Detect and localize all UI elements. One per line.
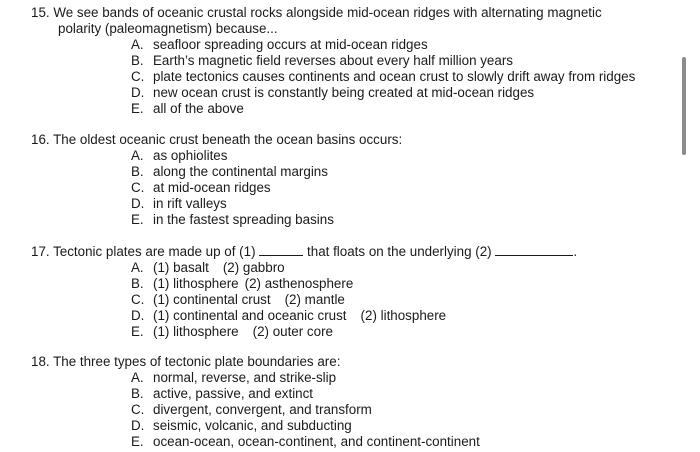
option-letter: E. (131, 434, 144, 449)
option-letter: A. (131, 148, 144, 163)
question-17-option-d (0, 308, 700, 324)
question-17-option-a (0, 260, 700, 276)
question-18-option-e (0, 434, 700, 450)
option-letter: E. (131, 324, 144, 339)
option-letter: B. (131, 164, 144, 179)
question-15-option-e (0, 101, 700, 117)
option-part-1: (1) lithosphere (153, 324, 239, 339)
question-17-stem-end: . (573, 244, 578, 259)
question-16-option-c (0, 180, 700, 196)
option-letter: D. (131, 418, 145, 433)
question-15-stem-continued: polarity (paleomagnetism) because... (58, 21, 278, 36)
question-16-option-b (0, 164, 700, 180)
option-letter: D. (131, 85, 145, 100)
question-18-option-d (0, 418, 700, 434)
option-text: all of the above (153, 101, 244, 116)
question-15-option-b (0, 53, 700, 69)
option-letter: E. (131, 212, 144, 227)
option-part-1: (1) continental and oceanic crust (153, 308, 347, 323)
option-part-1: (1) lithosphere (153, 276, 239, 291)
question-17-option-b (0, 276, 700, 292)
option-letter: B. (131, 53, 144, 68)
option-text: as ophiolites (153, 148, 228, 163)
option-part-1: (1) continental crust (153, 292, 271, 307)
option-text: ocean-ocean, ocean-continent, and continent-continent (153, 434, 480, 449)
option-letter: B. (131, 386, 144, 401)
option-part-2: (2) mantle (284, 292, 345, 307)
question-18-option-a (0, 370, 700, 386)
option-letter: C. (131, 69, 145, 84)
question-17-stem-part1: 17. Tectonic plates are made up of (1) (31, 244, 256, 259)
option-text: in rift valleys (153, 196, 227, 211)
option-letter: D. (131, 196, 145, 211)
option-letter: C. (131, 292, 145, 307)
option-part-2: (2) outer core (252, 324, 333, 339)
option-part-1: (1) basalt (153, 260, 209, 275)
option-text: seismic, volcanic, and subducting (153, 418, 352, 433)
question-17 (0, 243, 700, 340)
answer-blank-1 (259, 243, 303, 256)
option-part-2: (2) asthenosphere (244, 276, 354, 291)
question-15 (0, 5, 700, 117)
question-16-option-d (0, 196, 700, 212)
option-letter: A. (131, 260, 144, 275)
question-18-option-b (0, 386, 700, 402)
question-16-option-a (0, 148, 700, 164)
option-text: plate tectonics causes continents and ocean crust to slowly drift away from ridges (153, 69, 636, 84)
option-text: in the fastest spreading basins (153, 212, 334, 227)
option-text: seafloor spreading occurs at mid-ocean ridges (153, 37, 428, 52)
question-18-option-c (0, 402, 700, 418)
option-letter: C. (131, 180, 145, 195)
option-part-2: (2) lithosphere (360, 308, 447, 323)
question-16-stem: 16. The oldest oceanic crust beneath the ocean basins occurs: (31, 132, 403, 147)
answer-blank-2 (495, 243, 573, 256)
option-letter: D. (131, 308, 145, 323)
question-18 (0, 354, 700, 450)
option-text: Earth’s magnetic field reverses about every half million years (153, 53, 513, 68)
option-letter: B. (131, 276, 144, 291)
option-letter: A. (131, 370, 144, 385)
question-15-option-c (0, 69, 700, 85)
option-letter: C. (131, 402, 145, 417)
question-17-option-c (0, 292, 700, 308)
question-16 (0, 132, 700, 228)
question-15-stem: 15. We see bands of oceanic crustal rocks alongside mid-ocean ridges with alternating magnetic (31, 5, 602, 20)
option-text: normal, reverse, and strike-slip (153, 370, 337, 385)
vertical-scrollbar[interactable] (682, 57, 686, 155)
option-text: new ocean crust is constantly being created at mid-ocean ridges (153, 85, 535, 100)
option-text: at mid-ocean ridges (153, 180, 271, 195)
question-18-stem: 18. The three types of tectonic plate boundaries are: (31, 354, 341, 369)
option-text: along the continental margins (153, 164, 328, 179)
question-15-option-a (0, 37, 700, 53)
option-text: divergent, convergent, and transform (153, 402, 372, 417)
question-15-option-d (0, 85, 700, 101)
question-16-option-e (0, 212, 700, 228)
option-text: active, passive, and extinct (153, 386, 314, 401)
question-17-stem (0, 243, 700, 260)
question-17-option-e (0, 324, 700, 340)
option-part-2: (2) gabbro (222, 260, 285, 275)
question-17-stem-part2: that floats on the underlying (2) (307, 244, 492, 259)
option-letter: A. (131, 37, 144, 52)
option-letter: E. (131, 101, 144, 116)
